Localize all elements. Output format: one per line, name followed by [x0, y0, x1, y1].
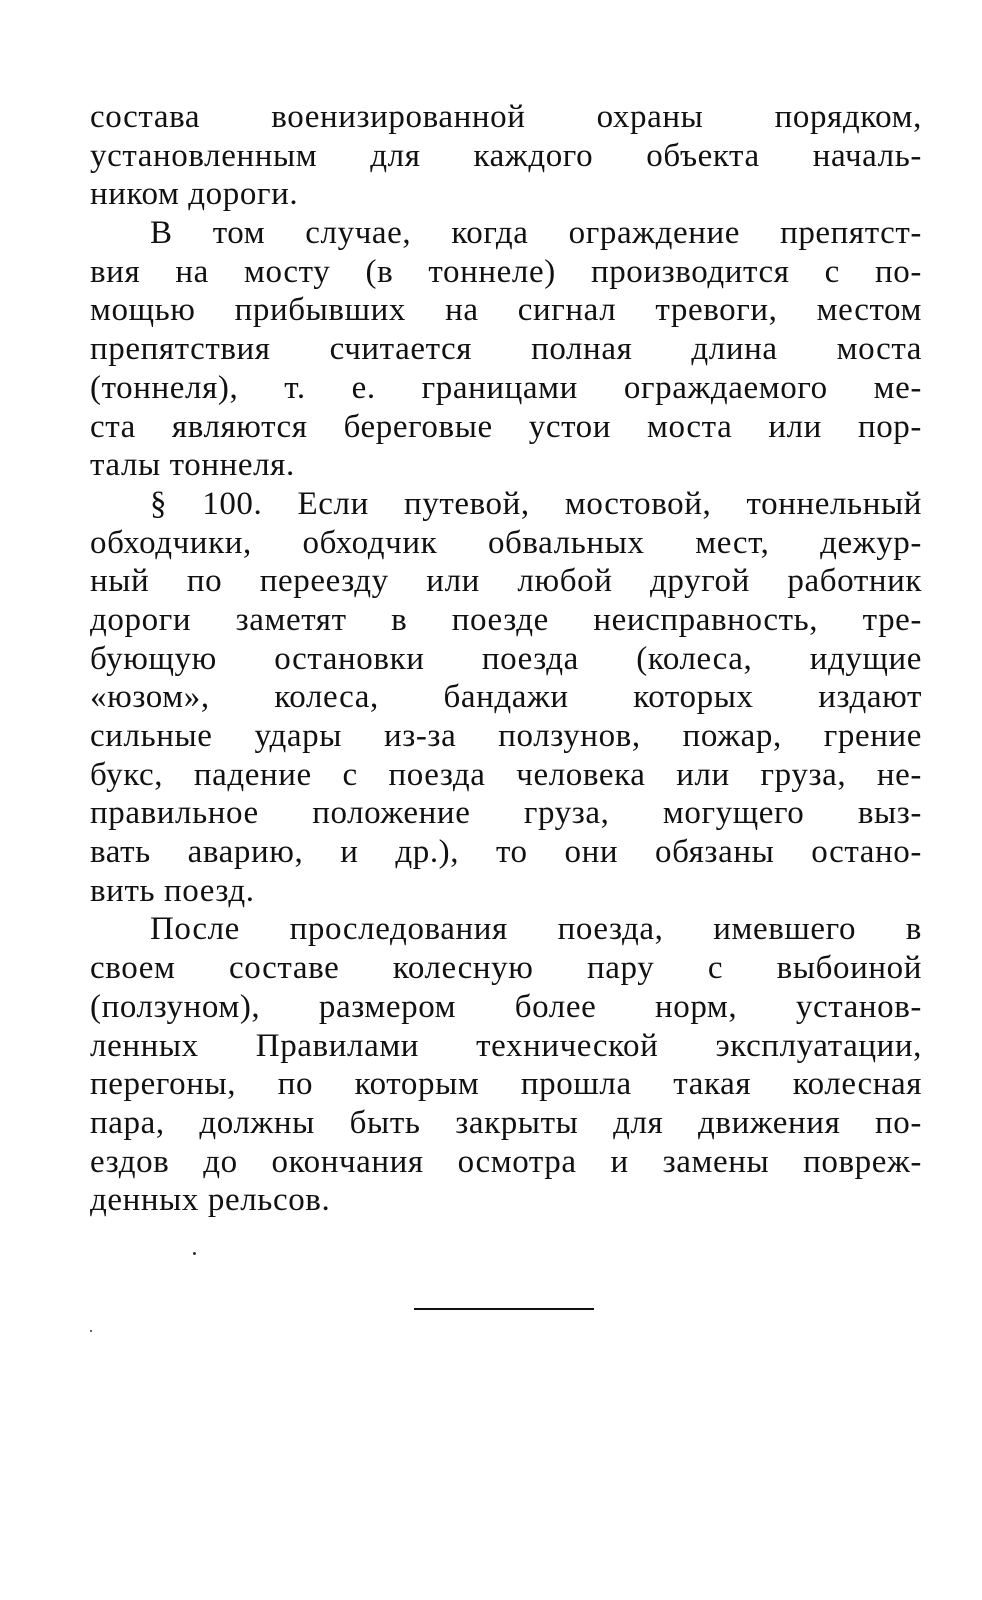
print-speck — [90, 1330, 92, 1332]
paragraph-first-line: После проследования поезда, имевшего в — [150, 911, 922, 948]
paragraph-first-line: В том случае, когда ограждение препятст- — [150, 215, 922, 252]
text-line: ездов до окончания осмотра и замены повреж- — [90, 1143, 922, 1180]
section-100-first-line: § 100. Если путевой, мостовой, тоннельный — [150, 485, 922, 522]
text-line: правильное положение груза, могущего выз- — [90, 795, 922, 832]
text-line: состава военизированной охраны порядком, — [90, 99, 922, 135]
text-line: пара, должны быть закрыты для движения по- — [90, 1104, 922, 1141]
text-line: ста являются береговые устои моста или пор- — [90, 408, 922, 445]
text-line: бующую остановки поезда (колеса, идущие — [90, 640, 922, 677]
text-line: сильные удары из-за ползунов, пожар, грение — [90, 718, 922, 754]
text-line: ный по переезду или любой другой работник — [90, 563, 922, 600]
text-line: ленных Правилами технической эксплуатации, — [90, 1027, 922, 1064]
section-end-rule — [414, 1308, 594, 1310]
text-line: «юзом», колеса, бандажи которых издают — [90, 679, 922, 716]
text-line: установленным для каждого объекта началь- — [90, 137, 922, 174]
text-line: (ползуном), размером более норм, установ- — [90, 988, 922, 1025]
page-text — [90, 98, 922, 1220]
text-line: дороги заметят в поезде неисправность, тре- — [90, 601, 922, 638]
text-line: своем составе колесную пару с выбоиной — [90, 950, 922, 987]
text-line: (тоннеля), т. е. границами ограждаемого ме- — [90, 369, 922, 406]
text-line: вия на мосту (в тоннеле) производится с по- — [90, 253, 922, 290]
text-line: вить поезд. — [90, 872, 255, 909]
text-line: мощью прибывших на сигнал тревоги, местом — [90, 292, 922, 329]
text-line: перегоны, по которым прошла такая колесная — [90, 1066, 922, 1103]
text-line: талы тоннеля. — [90, 447, 295, 484]
text-line: препятствия считается полная длина моста — [90, 331, 922, 368]
print-speck — [193, 1252, 196, 1255]
text-line: обходчики, обходчик обвальных мест, дежур- — [90, 524, 922, 561]
text-line: ником дороги. — [90, 176, 299, 213]
text-line: букс, падение с поезда человека или груза, не- — [90, 756, 922, 793]
text-line: вать аварию, и др.), то они обязаны остано- — [90, 834, 922, 871]
text-line: денных рельсов. — [90, 1182, 331, 1219]
